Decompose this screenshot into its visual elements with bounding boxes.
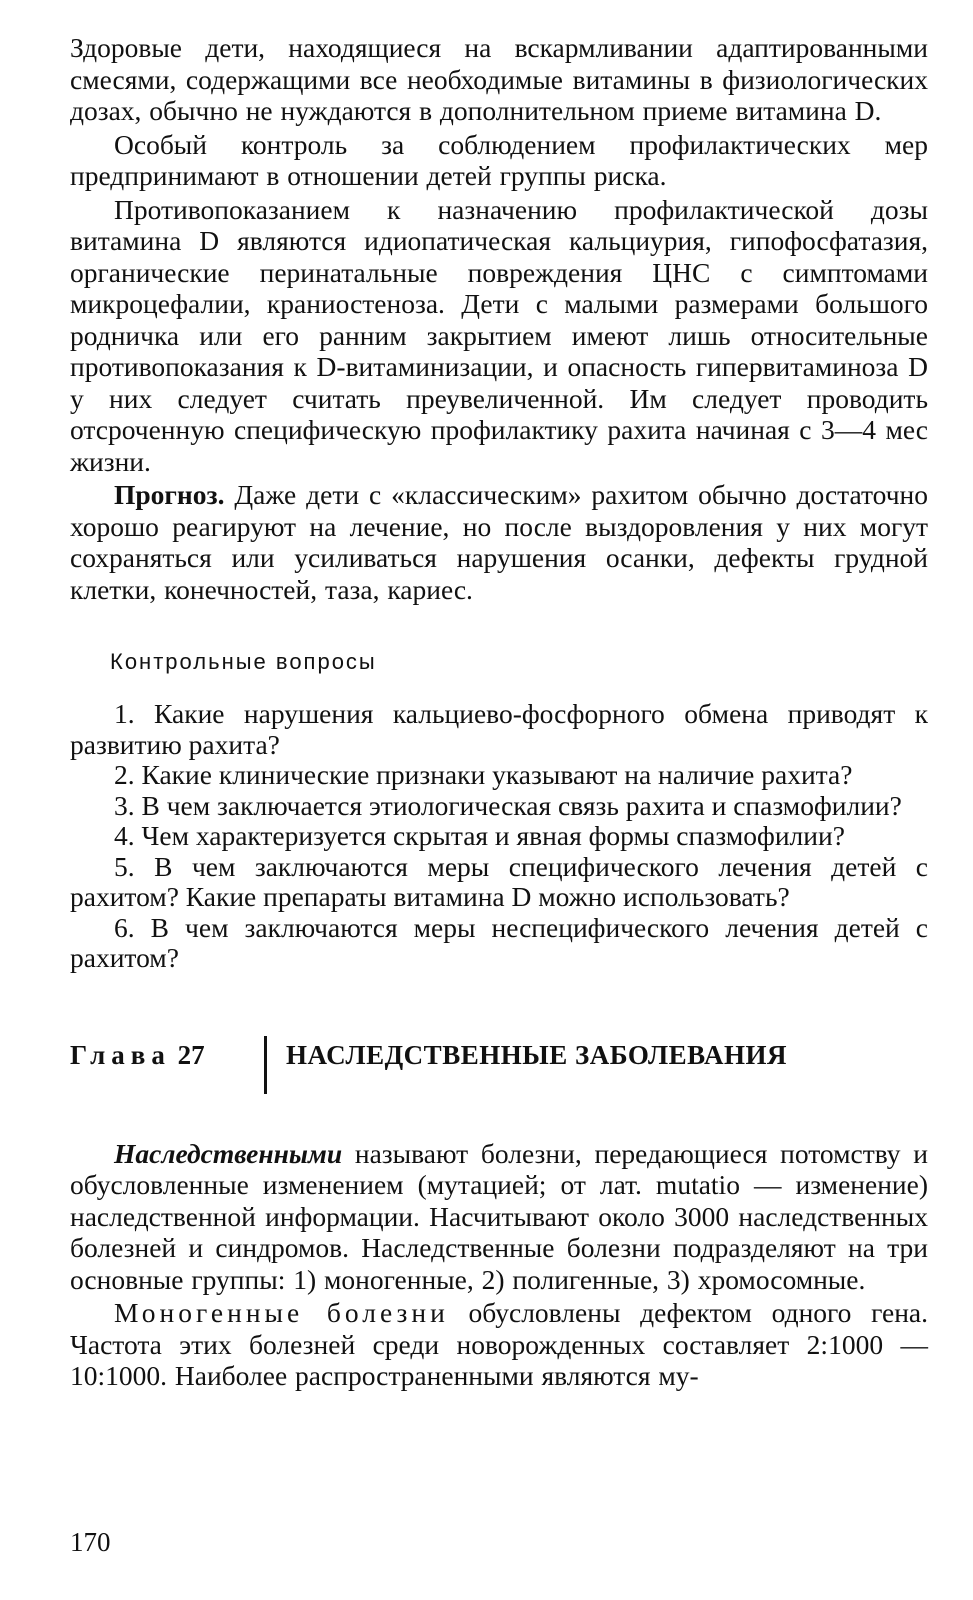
page-body xyxy=(70,32,928,1392)
question-item: 3. В чем заключается этиологическая связь рахита и спазмофилии? xyxy=(114,789,902,821)
prognosis-text: Даже дети с «классическим» рахитом обычно достаточно хорошо реагируют на лечение, но после выздоровления у них могут сохраняться или усиливаться нарушения осанки, дефекты грудной клетки, конечностей, таза, кариес. xyxy=(70,479,928,605)
question-item: 4. Чем характеризуется скрытая и явная формы спазмофилии? xyxy=(114,820,845,851)
question-item: 5. В чем заключаются меры специфического лечения детей с рахитом? Какие препараты витамина D можно использовать? xyxy=(70,850,928,912)
chapter-divider xyxy=(264,1036,267,1094)
intro-term: Наследственными xyxy=(114,1137,343,1169)
monogenic-text: обусловлены дефектом одного гена. Частота этих болезней среди новорожденных составляет 2:1000 — 10:1000. Наиболее распространенными являются му- xyxy=(70,1297,928,1391)
question-item: 6. В чем заключаются меры неспецифического лечения детей с рахитом? xyxy=(70,911,928,973)
question-item: 2. Какие клинические признаки указывают на наличие рахита? xyxy=(114,759,853,790)
paragraph-contraindications: Противопоказанием к назначению профилактической дозы витамина D являются идиопатическая кальциурия, гипофосфатазия, органические перинатальные повреждения ЦНС с симптомами микроцефалии, краниостеноза. Дети с малыми размерами большого родничка или его ранним закрытием имеют лишь относительные противопоказания к D-витаминизации, и опасность гипервитаминоза D у них следует считать преувеличенной. Им следует проводить отсроченную специфическую профилактику рахита начиная с 3—4 мес жизни. xyxy=(70,193,928,477)
intro-text: называют болезни, передающиеся потомству и обусловленные изменением (мутацией; от лат. mutatio — изменение) наследственной информации. Насчитывают около 3000 наследственных болезней и синдромов. Наследственные болезни подразделяют на три основные группы: 1) моногенные, 2) полигенные, 3) хромосомные. xyxy=(70,1137,928,1295)
chapter-label-word: Глава xyxy=(70,1039,171,1070)
questions-list xyxy=(70,699,928,974)
prognosis-label: Прогноз. xyxy=(114,479,225,510)
chapter-header xyxy=(70,1038,928,1098)
paragraph-vitamin-d-healthy: Здоровые дети, находящиеся на вскармливании адаптированными смесями, содержащими все необходимые витамины в физиологических дозах, обычно не нуждаются в дополнительном приеме витамина D. xyxy=(70,32,928,126)
chapter-number: 27 xyxy=(177,1039,205,1070)
monogenic-term: Моногенные болезни xyxy=(114,1297,449,1328)
page-number: 170 xyxy=(70,1527,111,1557)
chapter-title: НАСЛЕДСТВЕННЫЕ ЗАБОЛЕВАНИЯ xyxy=(286,1039,787,1070)
chapter-label xyxy=(70,1038,205,1072)
questions-heading: Контрольные вопросы xyxy=(110,649,377,674)
paragraph-risk-group: Особый контроль за соблюдением профилактических мер предпринимают в отношении детей группы риска. xyxy=(70,128,928,191)
paragraph-monogenic xyxy=(70,1297,928,1392)
question-item: 1. Какие нарушения кальциево-фосфорного обмена приводят к развитию рахита? xyxy=(70,698,928,760)
paragraph-intro xyxy=(70,1138,928,1296)
paragraph-prognosis xyxy=(70,479,928,605)
